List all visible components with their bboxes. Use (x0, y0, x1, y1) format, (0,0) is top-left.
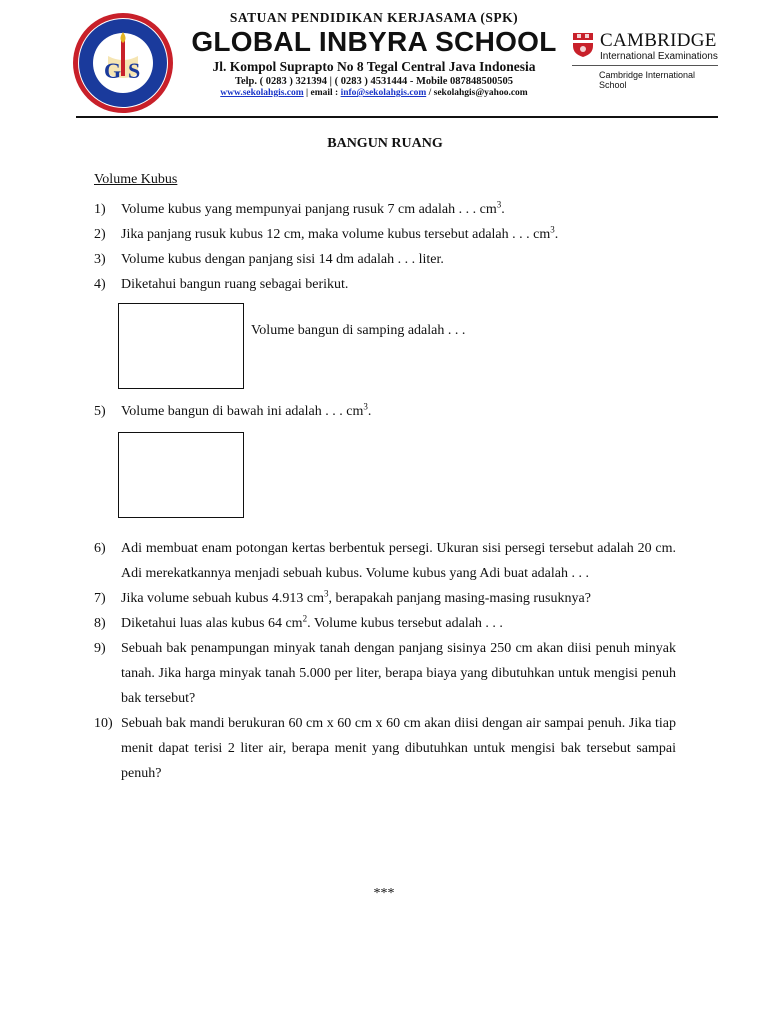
question-number: 4) (94, 277, 106, 292)
superscript: 3 (496, 199, 502, 210)
cambridge-school: Cambridge International School (599, 70, 696, 90)
question-text-end: . (367, 404, 372, 419)
question-8 (94, 611, 676, 636)
question-text-end: , berapakah panjang masing-masing rusuknya? (328, 591, 591, 606)
question-number: 6) (94, 541, 106, 556)
question-10 (94, 711, 676, 786)
school-logo (72, 12, 174, 114)
figure-caption-4: Volume bangun di samping adalah . . . (251, 323, 466, 338)
header-rule (76, 116, 718, 118)
superscript: 3 (323, 588, 329, 599)
question-number: 3) (94, 252, 106, 267)
page-title: BANGUN RUANG (327, 136, 443, 151)
cambridge-divider (572, 65, 718, 66)
website-link[interactable]: www.sekolahgis.com (220, 88, 304, 98)
logo-monogram-s: S (128, 58, 141, 83)
question-1 (94, 197, 676, 222)
question-text-end: . (554, 227, 559, 242)
superscript: 3 (363, 401, 368, 412)
contact-line (182, 88, 566, 98)
question-text-end: . Volume kubus tersebut adalah . . . (307, 616, 503, 631)
question-text: Volume bangun di bawah ini adalah . . . cm (121, 404, 364, 419)
letterhead (0, 0, 768, 118)
question-2 (94, 222, 676, 247)
school-phone: Telp. ( 0283 ) 321394 | ( 0283 ) 4531444 - Mobile 087848500505 (234, 76, 514, 87)
question-number: 10) (94, 716, 113, 731)
spk-line: SATUAN PENDIDIKAN KERJASAMA (SPK) (229, 10, 519, 25)
question-6 (94, 536, 676, 586)
figure-row-4 (94, 303, 676, 397)
question-7 (94, 586, 676, 611)
section-title: Volume Kubus (94, 172, 178, 187)
email-link[interactable]: info@sekolahgis.com (340, 88, 427, 98)
question-number: 9) (94, 641, 106, 656)
superscript: 3 (550, 224, 555, 235)
cambridge-subtitle: International Examinations (600, 51, 718, 62)
superscript: 2 (302, 613, 308, 624)
cambridge-title: CAMBRIDGE (600, 30, 717, 51)
school-name: GLOBAL INBYRA SCHOOL (191, 26, 557, 57)
worksheet (94, 130, 676, 786)
question-number: 1) (94, 202, 106, 217)
question-number: 7) (94, 591, 106, 606)
question-5 (94, 399, 676, 424)
question-number: 5) (94, 404, 106, 419)
question-text: Jika panjang rusuk kubus 12 cm, maka volume kubus tersebut adalah . . . cm (121, 227, 551, 242)
question-9 (94, 636, 676, 711)
question-text: Diketahui luas alas kubus 64 cm (121, 616, 303, 631)
question-text: Volume kubus yang mempunyai panjang rusuk 7 cm adalah . . . cm (121, 202, 497, 217)
logo-monogram-g: G (104, 58, 122, 83)
cambridge-shield-icon (572, 32, 594, 58)
question-number: 8) (94, 616, 106, 631)
question-text: Jika volume sebuah kubus 4.913 cm (121, 591, 324, 606)
school-address: Jl. Kompol Suprapto No 8 Tegal Central Java Indonesia (212, 59, 536, 74)
question-text: Sebuah bak mandi berukuran 60 cm x 60 cm x 60 cm akan diisi dengan air sampai penuh. Jika tiap menit dapat terisi 2 liter air, berapa menit yang dibutuhkan untuk mengisi bak tersebut sampai penuh? (121, 716, 676, 781)
question-text: Sebuah bak penampungan minyak tanah dengan panjang sisinya 250 cm akan diisi penuh minyak tanah. Jika harga minyak tanah 5.000 per liter, berapa biaya yang dibutuhkan untuk mengisi penuh bak tersebut? (121, 641, 676, 706)
figure-placeholder-5 (118, 432, 244, 518)
question-text-end: . (501, 202, 505, 217)
figure-placeholder-4 (118, 303, 244, 389)
figure-row-5 (94, 432, 676, 532)
question-4 (94, 272, 676, 297)
question-text: Adi membuat enam potongan kertas berbentuk persegi. Ukuran sisi persegi tersebut adalah 20 cm. Adi merekatkannya menjadi sebuah kubus. Volume kubus yang Adi buat adalah . . . (121, 541, 676, 581)
email-alt: / sekolahgis@yahoo.com (426, 88, 528, 98)
question-3 (94, 247, 676, 272)
question-number: 2) (94, 227, 106, 242)
question-text: Volume kubus dengan panjang sisi 14 dm adalah . . . liter. (121, 252, 444, 267)
school-info (182, 10, 566, 98)
question-text: Diketahui bangun ruang sebagai berikut. (121, 277, 349, 292)
email-label: | email : (303, 88, 341, 98)
end-mark: *** (373, 886, 395, 901)
